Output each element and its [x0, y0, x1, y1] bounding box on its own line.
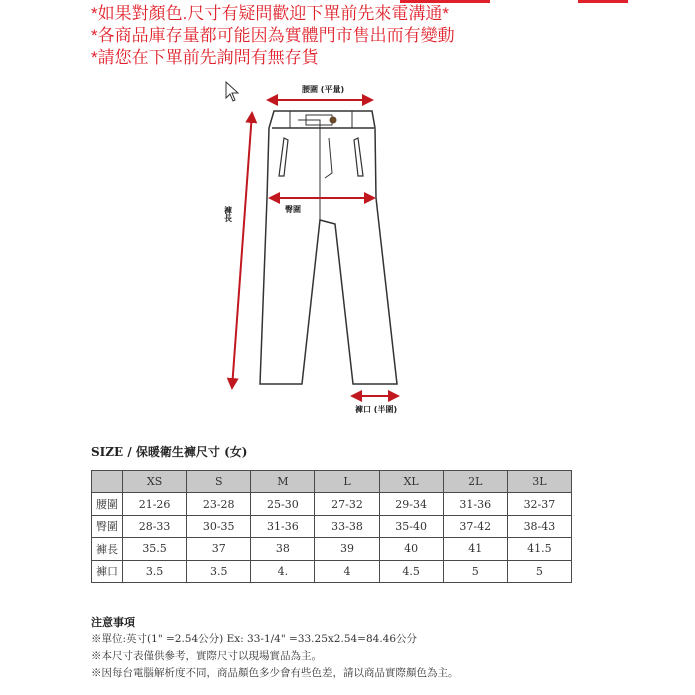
pants-measurement-diagram [200, 78, 440, 423]
size-header: 2L [443, 471, 507, 493]
table-cell: 28-33 [123, 515, 187, 537]
size-header: M [251, 471, 315, 493]
table-cell: 3.5 [123, 560, 187, 582]
size-header: L [315, 471, 379, 493]
mouse-cursor-icon [226, 82, 238, 101]
size-header: S [187, 471, 251, 493]
length-label: 褲長 [223, 206, 233, 222]
table-cell: 40 [379, 538, 443, 560]
note-reference-only: ※本尺寸表僅供參考，實際尺寸以現場實品為主。 [91, 650, 322, 662]
table-cell: 29-34 [379, 493, 443, 515]
top-red-bar-right [578, 0, 628, 3]
table-row [92, 515, 572, 537]
notes-title: 注意事項 [91, 617, 135, 629]
waistband-button-icon [330, 117, 337, 124]
row-label: 褲口 [92, 560, 123, 582]
table-cell: 37 [187, 538, 251, 560]
table-cell: 41.5 [507, 538, 571, 560]
size-header: 3L [507, 471, 571, 493]
row-label: 腰圍 [92, 493, 123, 515]
table-cell: 25-30 [251, 493, 315, 515]
table-cell: 31-36 [443, 493, 507, 515]
notice-inquiry: *如果對顏色.尺寸有疑問歡迎下單前先來電溝通* [91, 4, 449, 23]
size-header: XS [123, 471, 187, 493]
table-row [92, 493, 572, 515]
table-cell: 30-35 [187, 515, 251, 537]
waist-label: 腰圍 (平量) [302, 85, 345, 94]
table-cell: 23-28 [187, 493, 251, 515]
hip-label: 臀圍 [285, 205, 301, 214]
size-chart-title: SIZE / 保暖衛生褲尺寸 (女) [91, 445, 248, 459]
row-label: 褲長 [92, 538, 123, 560]
table-cell: 35-40 [379, 515, 443, 537]
row-label: 臀圍 [92, 515, 123, 537]
size-chart-table [91, 470, 572, 583]
note-unit-conversion: ※單位:英寸(1" =2.54公分) Ex: 33-1/4" =33.25x2.54=84.46公分 [91, 633, 418, 645]
table-row [92, 560, 572, 582]
table-cell: 3.5 [187, 560, 251, 582]
table-cell: 4.5 [379, 560, 443, 582]
table-cell: 4 [315, 560, 379, 582]
table-cell: 41 [443, 538, 507, 560]
table-cell: 38-43 [507, 515, 571, 537]
table-cell: 4. [251, 560, 315, 582]
length-arrow [232, 113, 252, 388]
table-cell: 38 [251, 538, 315, 560]
table-cell: 5 [507, 560, 571, 582]
hem-label: 褲口 (半圍) [355, 405, 398, 414]
table-cell: 33-38 [315, 515, 379, 537]
pants-outline [260, 111, 397, 384]
table-cell: 35.5 [123, 538, 187, 560]
table-cell: 32-37 [507, 493, 571, 515]
table-cell: 27-32 [315, 493, 379, 515]
size-header-row [92, 471, 572, 493]
table-cell: 39 [315, 538, 379, 560]
notice-stock: *各商品庫存量都可能因為實體門市售出而有變動 [91, 26, 455, 45]
table-cell: 31-36 [251, 515, 315, 537]
table-cell: 37-42 [443, 515, 507, 537]
size-header: XL [379, 471, 443, 493]
top-red-bar-left [400, 0, 490, 3]
table-corner-cell [92, 471, 123, 493]
table-cell: 5 [443, 560, 507, 582]
table-row [92, 538, 572, 560]
notice-ask-before-order: *請您在下單前先詢問有無存貨 [91, 48, 319, 67]
table-cell: 21-26 [123, 493, 187, 515]
note-color-difference: ※因每台電腦解析度不同，商品顏色多少會有些色差，請以商品實際顏色為主。 [91, 667, 459, 679]
